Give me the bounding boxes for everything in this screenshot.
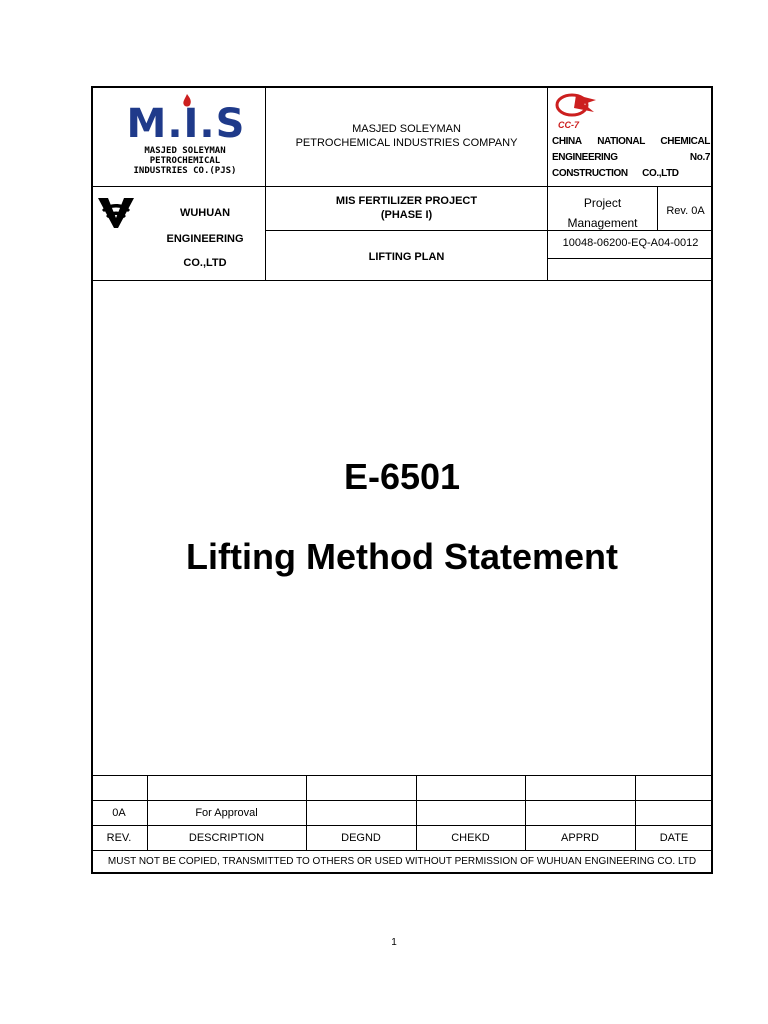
- document-subtitle: Lifting Method Statement: [186, 536, 618, 577]
- doc-number: 10048-06200-EQ-A04-0012: [562, 237, 699, 249]
- rev-row-rev: 0A: [112, 807, 126, 819]
- header-divider-bottom: [91, 280, 713, 281]
- contractor-word-coltd: CO.,LTD: [642, 168, 679, 179]
- company-name-line-1: WUHUAN: [179, 207, 231, 219]
- header-revision: Rev. 0A: [666, 205, 705, 217]
- footer-notice: MUST NOT BE COPIED, TRANSMITTED TO OTHERS OR USED WITHOUT PERMISSION OF WUHUAN ENGINEERING CO. LTD: [107, 856, 697, 867]
- contractor-word-chemical: CHEMICAL: [660, 136, 710, 147]
- project-name: MIS FERTILIZER PROJECT: [335, 195, 478, 207]
- mis-logo-subtext-1: MASJED SOLEYMAN: [144, 146, 226, 156]
- header-divider-1: [91, 186, 713, 187]
- rev-header-date: DATE: [659, 832, 689, 844]
- page-number: 1: [391, 937, 397, 948]
- rev-header-description: DESCRIPTION: [188, 832, 265, 844]
- header-divider-docno: [547, 258, 713, 259]
- rev-header-rev: REV.: [106, 832, 132, 844]
- contractor-word-national: NATIONAL: [597, 136, 645, 147]
- discipline-line-1: Project: [583, 196, 622, 210]
- contractor-word-construction: CONSTRUCTION: [552, 168, 628, 179]
- mis-logo-subtext-3: INDUSTRIES CO.(PJS): [133, 166, 237, 176]
- cc7-emblem-icon: [554, 92, 600, 118]
- contractor-word-engineering: ENGINEERING: [552, 152, 618, 163]
- mis-logo: [110, 92, 260, 182]
- rev-header-chekd: CHEKD: [451, 832, 490, 844]
- rev-row-description: For Approval: [195, 807, 258, 819]
- rev-header-degnd: DEGND: [341, 832, 381, 844]
- mis-logo-subtext-2: PETROCHEMICAL: [149, 156, 221, 166]
- mis-logo-text: M.I.S: [126, 101, 246, 147]
- cc7-logo-text: CC-7: [558, 120, 580, 130]
- project-phase: (PHASE I): [380, 209, 433, 221]
- rev-table-row-2: [91, 825, 713, 826]
- rev-table-top: [91, 775, 713, 776]
- client-name-line-2: PETROCHEMICAL INDUSTRIES COMPANY: [295, 137, 518, 149]
- header-col-divider-2: [547, 86, 548, 280]
- contractor-word-china: CHINA: [552, 136, 582, 147]
- wuhuan-logo-icon: [96, 192, 136, 232]
- rev-header-apprd: APPRD: [561, 832, 599, 844]
- company-name-line-3: CO.,LTD: [183, 257, 227, 269]
- contractor-name: [552, 134, 710, 182]
- document-number-title: E-6501: [343, 456, 461, 497]
- rev-table-bottom: [91, 850, 713, 851]
- doc-title: LIFTING PLAN: [368, 251, 445, 263]
- rev-table-row-1: [91, 800, 713, 801]
- company-name-line-2: ENGINEERING: [166, 233, 244, 245]
- client-name-line-1: MASJED SOLEYMAN: [352, 123, 461, 135]
- cc7-logo: [552, 92, 612, 134]
- discipline-line-2: Management: [567, 216, 638, 230]
- contractor-word-no7: No.7: [689, 152, 710, 163]
